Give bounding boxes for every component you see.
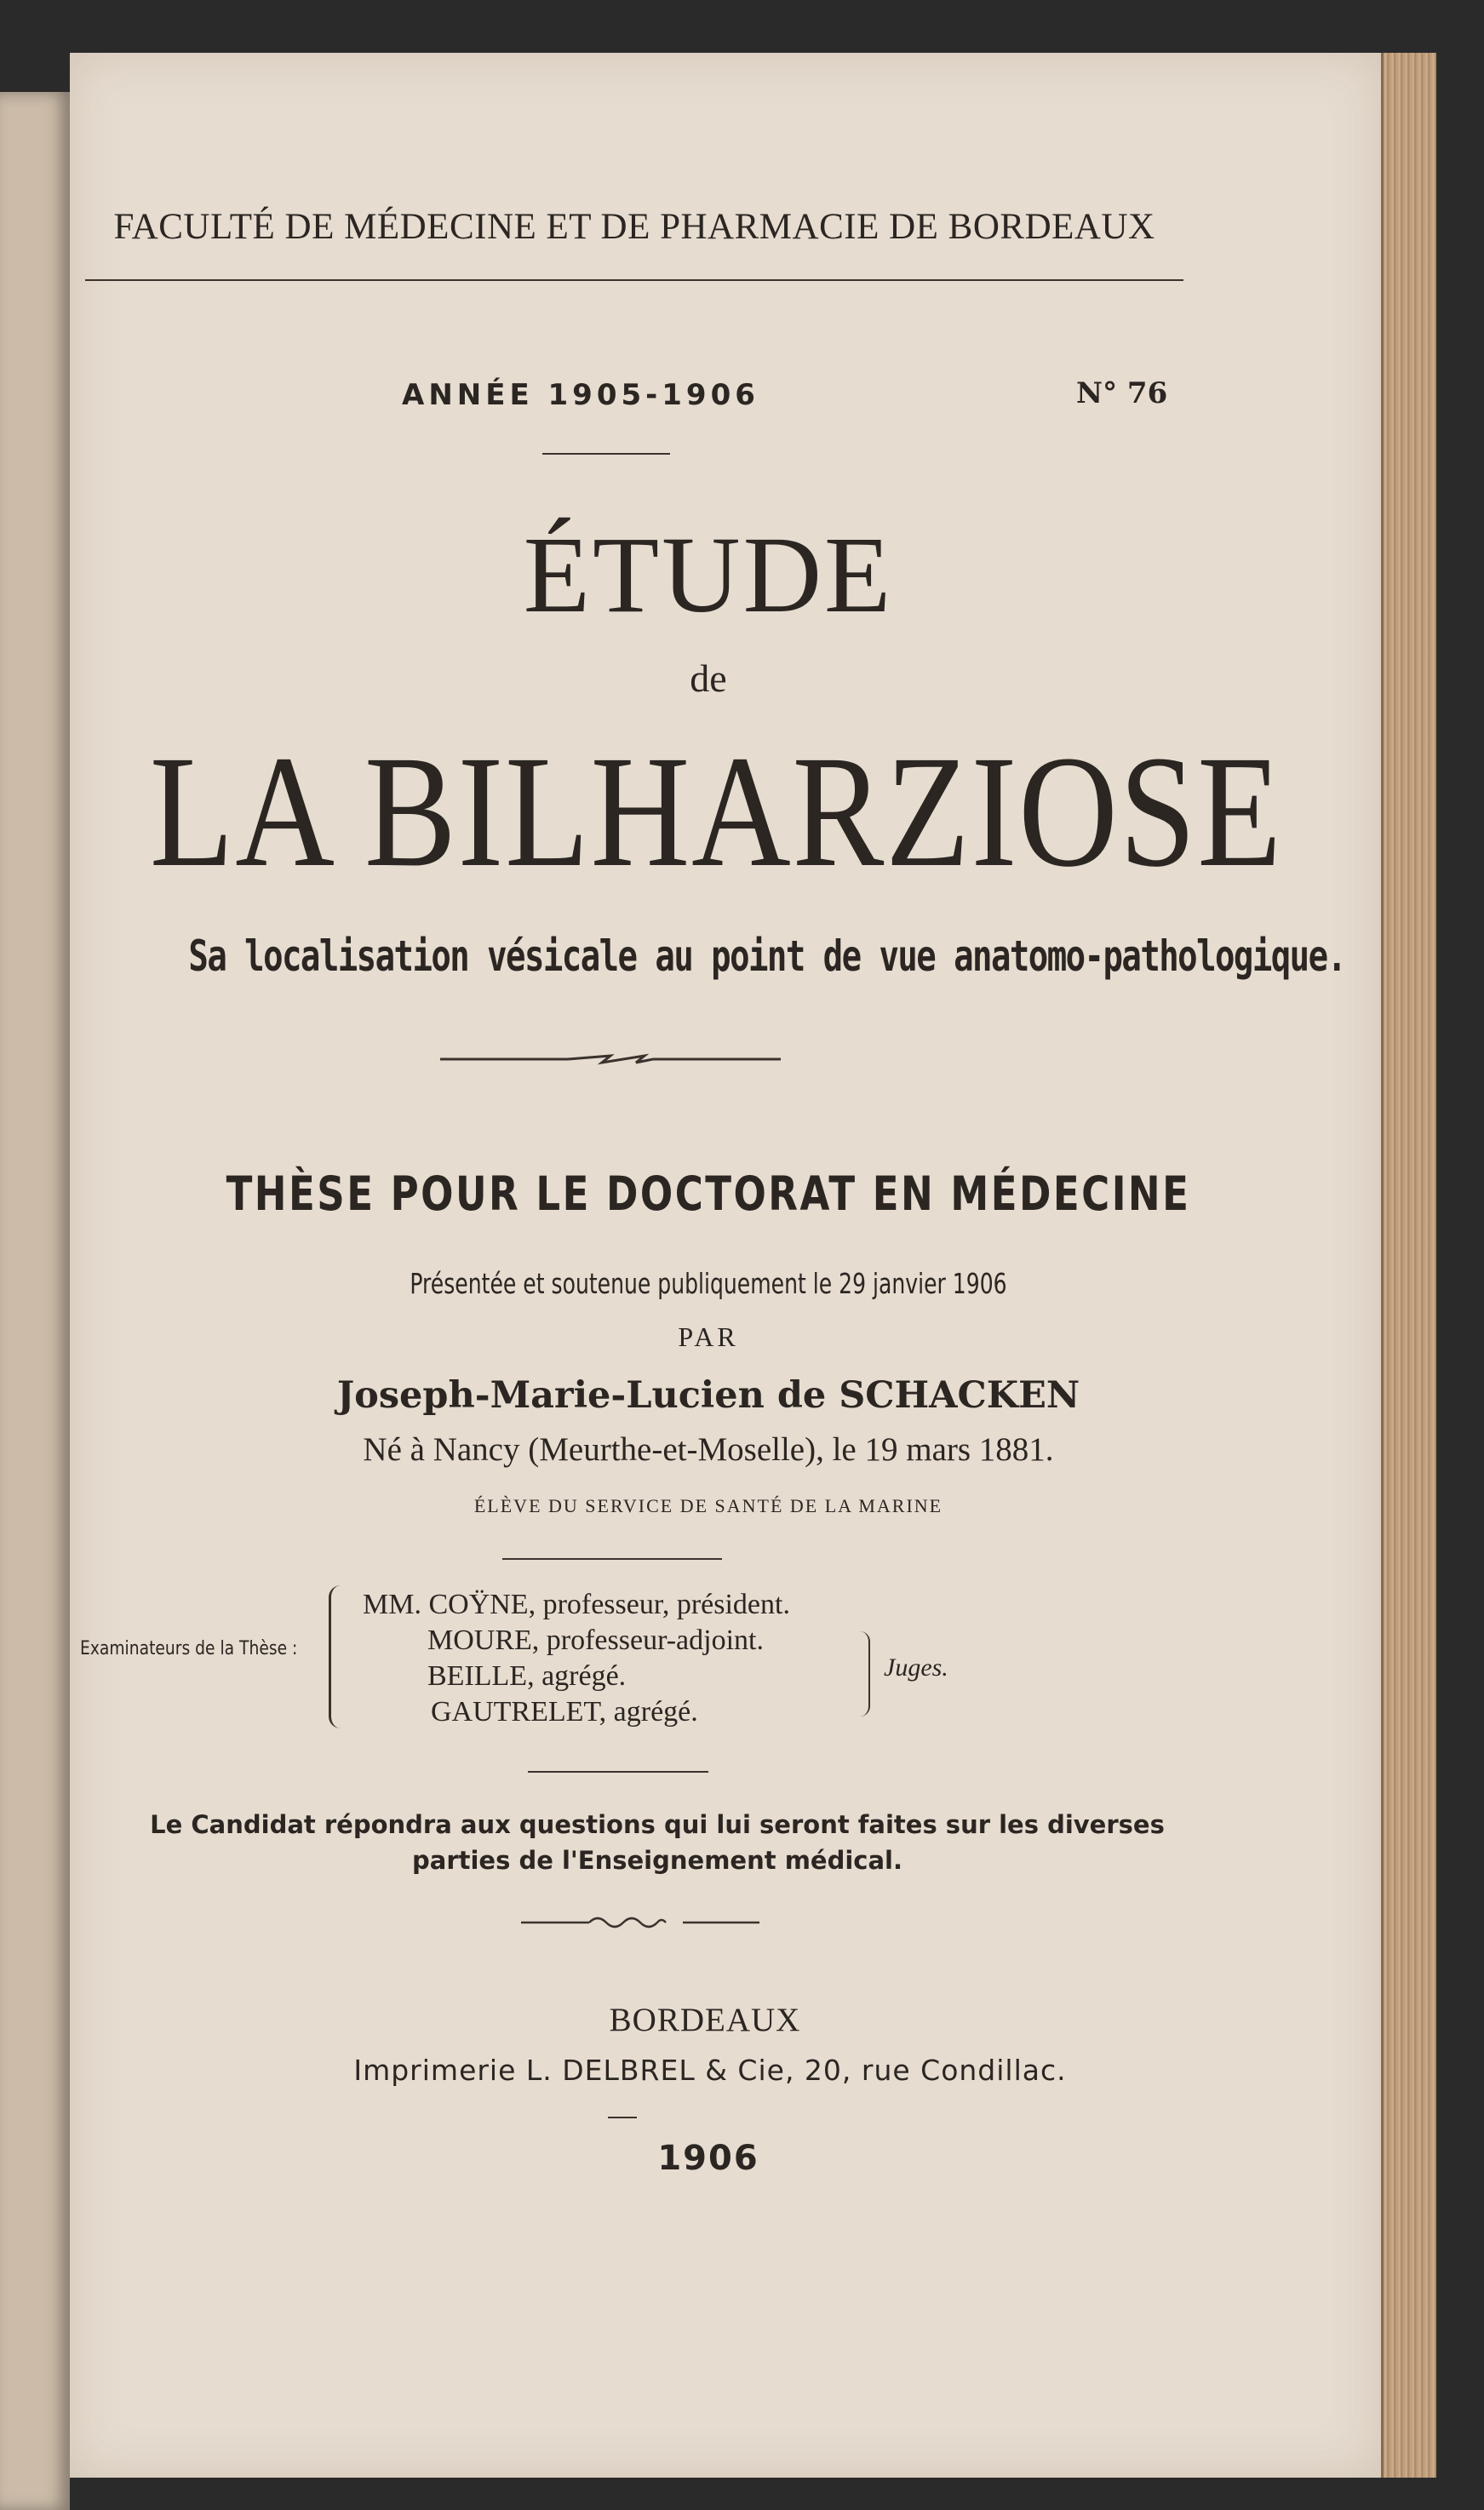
author-status: ÉLÈVE DU SERVICE DE SANTÉ DE LA MARINE (473, 1495, 943, 1516)
author-name: Joseph-Marie-Lucien de SCHACKEN (336, 1374, 1080, 1417)
judges-label: Juges. (884, 1653, 948, 1682)
short-rule-4 (608, 2117, 637, 2118)
thesis-number: N° 76 (1076, 376, 1168, 410)
examiners-label: Examinateurs de la Thèse : (80, 1638, 298, 1659)
academic-year: ANNÉE 1905-1906 (402, 378, 759, 412)
judges-brace (857, 1631, 870, 1716)
notice-line-2: parties de l'Enseignement médical. (412, 1846, 902, 1875)
subtitle: Sa localisation vésicale au point de vue anatomo-pathologique. (188, 931, 1346, 981)
examiner-4: GAUTRELET, agrégé. (431, 1696, 698, 1728)
examiners-brace (329, 1585, 348, 1728)
title-main: LA BILHARZIOSE (149, 722, 1283, 900)
examiner-2: MOURE, professeur-adjoint. (427, 1625, 764, 1656)
defense-date: Présentée et soutenue publiquement le 29 janvier 1906 (410, 1267, 1007, 1300)
imprint-printer: Imprimerie L. DELBREL & Cie, 20, rue Condillac. (353, 2054, 1067, 2087)
title-page (70, 53, 1381, 2478)
short-rule-3 (528, 1771, 708, 1773)
examiner-president: MM. COŸNE, professeur, président. (363, 1589, 790, 1620)
by-label: PAR (678, 1321, 739, 1352)
notice-line-1: Le Candidat répondra aux questions qui lui seront faites sur les diverses (150, 1810, 1165, 1839)
book-page-edges (1381, 53, 1436, 2478)
birth-info: Né à Nancy (Meurthe-et-Moselle), le 19 mars 1881. (363, 1431, 1054, 1468)
imprint-year: 1906 (657, 2139, 759, 2178)
thesis-heading: THÈSE POUR LE DOCTORAT EN MÉDECINE (226, 1166, 1191, 1221)
title-de: de (690, 656, 727, 700)
short-rule-2 (502, 1558, 722, 1560)
ornament-rule-2 (521, 1912, 759, 1933)
title-etude: ÉTUDE (523, 514, 894, 635)
imprint-city: BORDEAUX (609, 2002, 801, 2038)
faculty-heading: FACULTÉ DE MÉDECINE ET DE PHARMACIE DE BORDEAUX (113, 207, 1155, 247)
header-rule (85, 279, 1183, 281)
examiner-3: BEILLE, agrégé. (427, 1660, 627, 1692)
short-rule-1 (542, 453, 670, 455)
ornament-rule-1 (440, 1049, 781, 1069)
